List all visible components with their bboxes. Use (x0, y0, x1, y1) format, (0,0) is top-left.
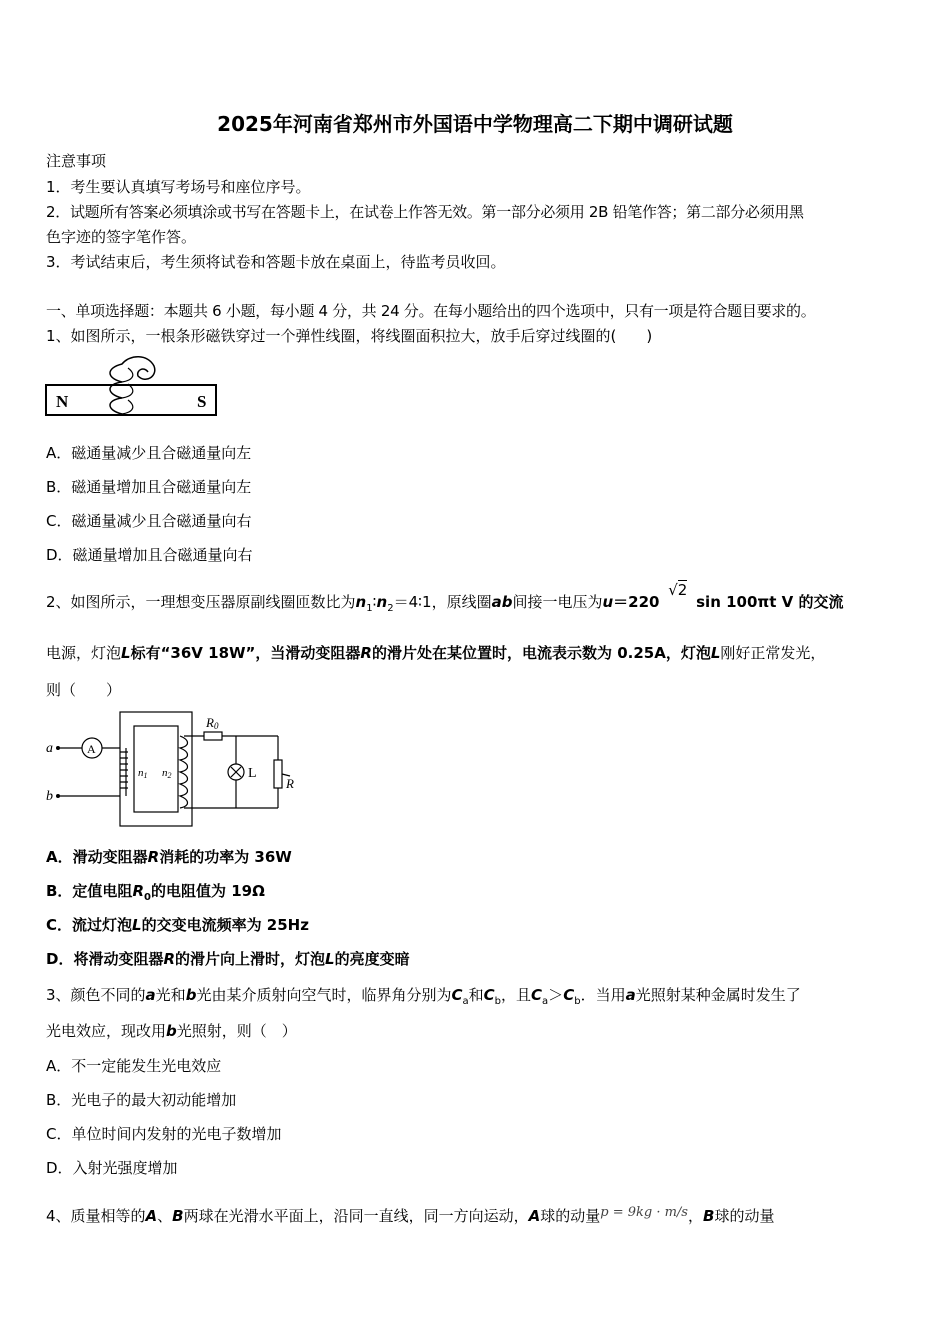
option[interactable]: B．磁通量增加且合磁通量向左 (46, 478, 252, 496)
question-1-stem: 1、如图所示，一根条形磁铁穿过一个弹性线圈，将线圈面积拉大，放手后穿过线圈的( ) (46, 327, 653, 345)
option[interactable]: D．磁通量增加且合磁通量向右 (46, 546, 253, 564)
notice-item: 1．考生要认真填写考场号和座位序号。 (46, 178, 311, 196)
option[interactable]: A．磁通量减少且合磁通量向左 (46, 444, 252, 462)
terminal-a-label: a (46, 741, 53, 756)
rheostat-label: R (286, 776, 294, 791)
question-2-stem-line2: 电源，灯泡L标有“36V 18W”，当滑动变阻器R的滑片处在某位置时，电流表示数为 0.25A，灯泡L刚好正常发光， (46, 644, 826, 662)
magnet-s-label: S (197, 392, 207, 411)
lamp-label: L (248, 766, 257, 781)
option[interactable]: C．流过灯泡L的交变电流频率为 25Hz (46, 916, 309, 934)
option[interactable]: C．磁通量减少且合磁通量向右 (46, 512, 252, 530)
option[interactable]: B．光电子的最大初动能增加 (46, 1091, 237, 1109)
notice-heading: 注意事项 (46, 152, 107, 170)
section-heading: 一、单项选择题：本题共 6 小题，每小题 4 分，共 24 分。在每小题给出的四个选项中，只有一项是符合题目要求的。 (46, 302, 816, 320)
notice-item: 2．试题所有答案必须填涂或书写在答题卡上，在试卷上作答无效。第一部分必须用 2B 铅笔作答；第二部分必须用黑 (46, 203, 804, 221)
magnet-coil-figure (44, 352, 222, 424)
transformer-circuit-figure (44, 708, 304, 830)
n1-label: n1 (138, 767, 148, 780)
n2-label: n2 (162, 767, 172, 780)
question-3-stem: 3、颜色不同的a光和b光由某介质射向空气时，临界角分别为$C_a$和$C_b$，且$C_a>C_b$．当用a光照射某种金属时发生了 (46, 986, 801, 1007)
question-4-stem: 4、质量相等的A、B两球在光滑水平面上，沿同一直线，同一方向运动，A球的动量p = 9kg · m/s，B球的动量 (46, 1205, 775, 1225)
option[interactable]: A．滑动变阻器R消耗的功率为 36W (46, 848, 292, 866)
terminal-b-label: b (46, 789, 53, 804)
ammeter-label: A (87, 742, 96, 756)
notice-item: 3．考试结束后，考生须将试卷和答题卡放在桌面上，待监考员收回。 (46, 253, 506, 271)
option[interactable]: B．定值电阻$R_0$的电阻值为 19Ω (46, 882, 265, 903)
question-2-stem-line3: 则（ ） (46, 681, 122, 699)
option[interactable]: D．入射光强度增加 (46, 1159, 178, 1177)
option[interactable]: A．不一定能发生光电效应 (46, 1057, 222, 1075)
momentum-formula: p = 9kg · m/s (600, 1205, 688, 1220)
r0-label: R0 (206, 715, 219, 731)
option[interactable]: C．单位时间内发射的光电子数增加 (46, 1125, 282, 1143)
page-title: 2025年河南省郑州市外国语中学物理高二下期中调研试题 (217, 112, 733, 136)
question-3-stem-line2: 光电效应，现改用b光照射，则（ ） (46, 1022, 297, 1040)
notice-item: 色字迹的签字笔作答。 (46, 228, 197, 246)
option[interactable]: D．将滑动变阻器R的滑片向上滑时，灯泡L的亮度变暗 (46, 950, 410, 968)
question-2-stem: 2、如图所示，一理想变压器原副线圈匝数比为$n_1∶n_2=4∶1$，原线圈ab间接一电压为u＝220 √2 sin 100πt V 的交流 (46, 581, 844, 614)
magnet-n-label: N (56, 392, 69, 411)
